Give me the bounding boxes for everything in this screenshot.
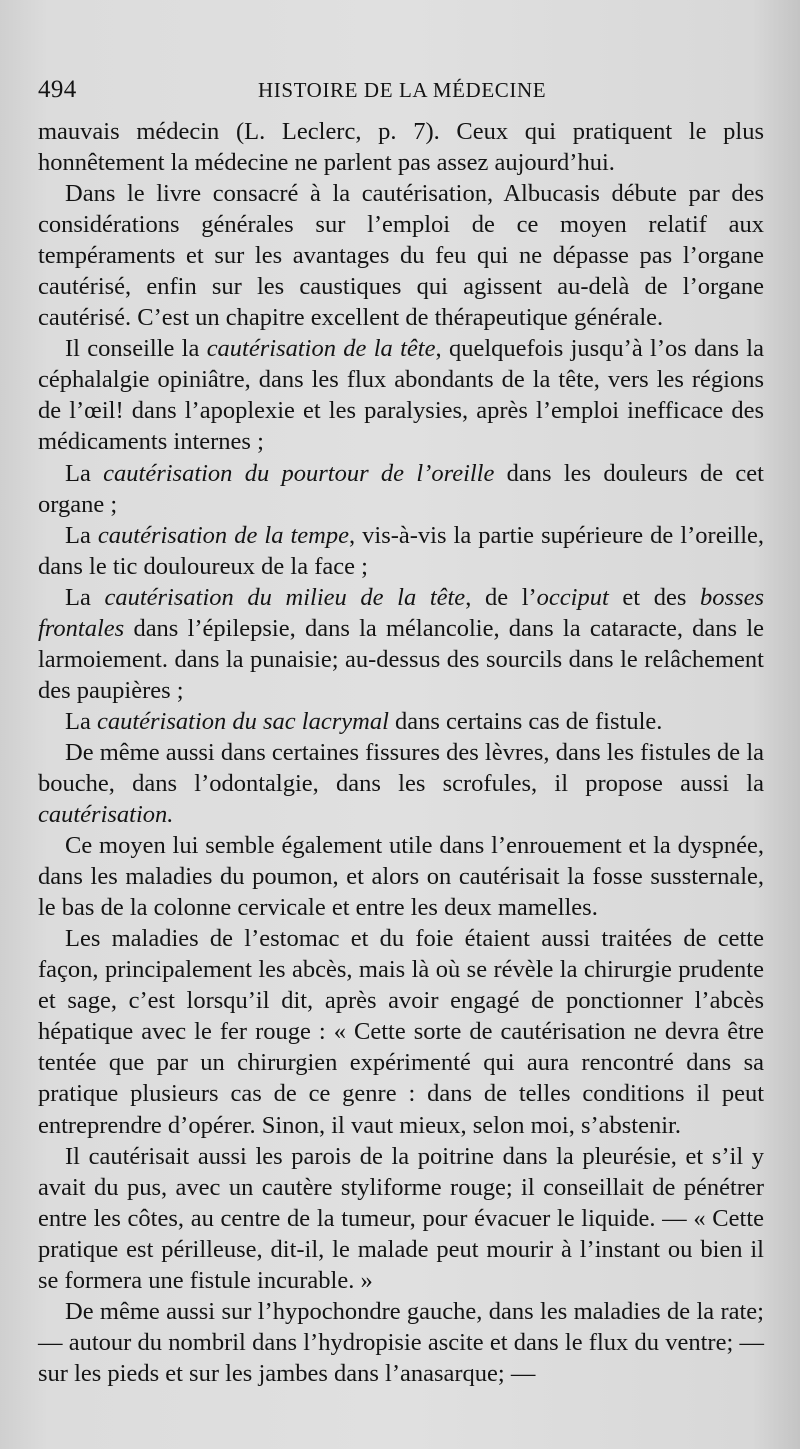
italic-text: cautérisation du pourtour de l’oreille (103, 459, 495, 487)
italic-text: cautérisation du milieu de la tête (104, 583, 466, 611)
paragraph (38, 737, 764, 830)
paragraph (38, 458, 764, 520)
italic-text: cautérisation de la tempe (97, 521, 349, 549)
text-run: dans les douleurs de cet organe ; (38, 459, 764, 518)
page-number: 494 (38, 76, 77, 103)
paragraph (38, 582, 764, 706)
body-text (38, 116, 764, 1389)
text-run: mauvais médecin (L. Leclerc, p. 7). Ceux qui pratiquent le plus honnêtement la médecine ne parlent pas assez aujourd’hui. (38, 118, 764, 177)
italic-text: occiput (536, 583, 609, 611)
text-run: dans certains cas de fistule. (388, 707, 663, 735)
text-run: Ce moyen lui semble également utile dans l’enrouement et la dyspnée, dans les maladies du poumon, et alors on cautérisait la fosse sussternale, le bas de la colonne cervicale et entre les deux mamelles. (38, 832, 764, 922)
text-run: La (65, 459, 104, 487)
paragraph (38, 178, 764, 333)
text-run: Les maladies de l’estomac et du foie étaient aussi traitées de cette façon, principalement les abcès, mais là où se révèle la chirurgie prudente et sage, c’est lorsqu’il dit, après avoir engagé de ponctionner l’abcès hépatique avec le fer rouge : « Cette sorte de cautérisation ne devra être tentée que par un chirurgien expérimenté qui aura rencontré dans sa pratique plusieurs cas de ce genre : dans de telles conditions il peut entreprendre d’opérer. Sinon, il vaut mieux, selon moi, s’abstenir. (38, 925, 764, 1139)
text-run: et des (608, 583, 701, 611)
text-run: , vis-à-vis la partie supérieure de l’oreille, dans le tic douloureux de la face ; (38, 521, 764, 580)
text-run: , de l’ (465, 583, 537, 611)
paragraph (38, 830, 764, 923)
text-run: dans l’épilepsie, dans la mélancolie, dans la cataracte, dans le larmoiement. dans la punaisie; au-dessus des sourcils dans le relâchement des paupières ; (38, 614, 764, 704)
text-run: De même aussi sur l’hypochondre gauche, dans les maladies de la rate; — autour du nombril dans l’hydropisie ascite et dans le flux du ventre; — sur les pieds et sur les jambes dans l’anasarque; — (38, 1297, 764, 1387)
italic-text: cautérisation du sac lacrymal (96, 707, 389, 735)
paragraph (38, 333, 764, 457)
text-run: De même aussi dans certaines fissures des lèvres, dans les fistules de la bouche, dans l’odontalgie, dans les scrofules, il propose aussi la (38, 738, 764, 797)
text-run: La (65, 583, 105, 611)
paragraph (38, 706, 764, 737)
running-head: HISTOIRE DE LA MÉDECINE (258, 78, 547, 102)
text-run: Il cautérisait aussi les parois de la poitrine dans la pleurésie, et s’il y avait du pus, avec un cautère styliforme rouge; il conseillait de pénétrer entre les côtes, au centre de la tumeur, pour évacuer le liquide. — « Cette pratique est périlleuse, dit-il, le malade peut mourir à l’instant ou bien il se formera une fistule incurable. » (38, 1142, 764, 1294)
paragraph (38, 923, 764, 1140)
italic-text: bosses frontales (38, 583, 765, 642)
text-run: La (65, 521, 98, 549)
page-header (38, 76, 764, 116)
paragraph (38, 1141, 764, 1296)
text-run: La (65, 707, 97, 735)
paragraph (38, 116, 764, 178)
paragraph (38, 1296, 764, 1389)
italic-text: cautérisation. (38, 801, 174, 829)
text-run: Il conseille la (65, 335, 207, 363)
text-run: Dans le livre consacré à la cautérisation, Albucasis débute par des considérations générales sur l’emploi de ce moyen relatif aux tempéraments et sur les avantages du feu qui ne dépasse pas l’organe cautérisé, enfin sur les caustiques qui agissent au-delà de l’organe cautérisé. C’est un chapitre excellent de thérapeutique générale. (38, 180, 764, 332)
text-run: , quelquefois jusqu’à l’os dans la céphalalgie opiniâtre, dans les flux abondants de la tête, vers les régions de l’œil! dans l’apoplexie et les paralysies, après l’emploi inefficace des médicaments internes ; (38, 335, 764, 456)
paragraph (38, 520, 764, 582)
italic-text: cautérisation de la tête (206, 335, 436, 363)
